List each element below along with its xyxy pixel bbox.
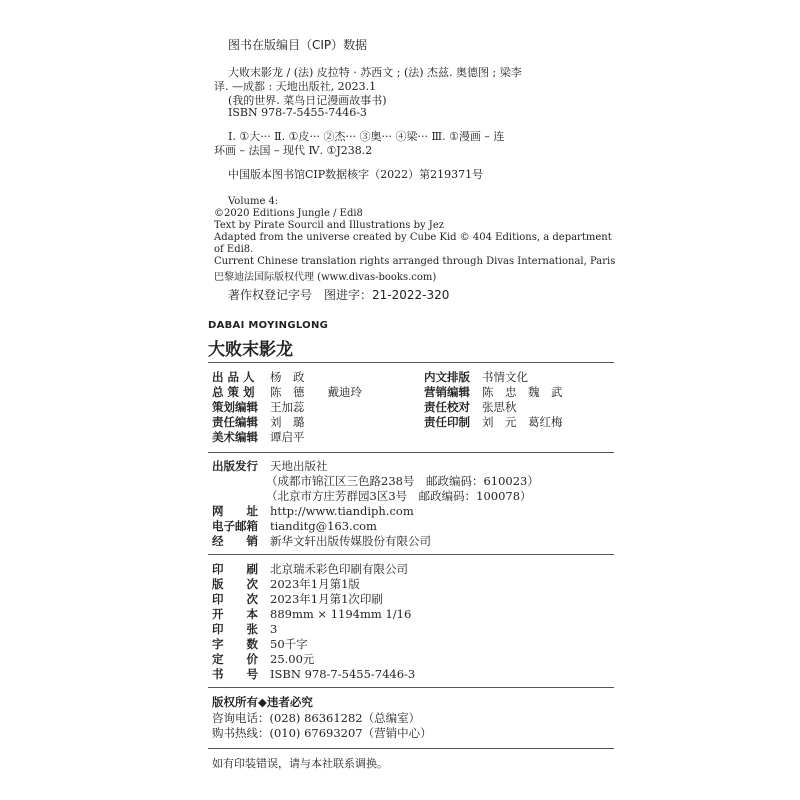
staff-row: 责任校对 张思秋 xyxy=(424,400,517,414)
consult-phone: 咨询电话：(028) 86361282（总编室） xyxy=(212,711,421,725)
spec-row: 开 本 889mm × 1194mm 1/16 xyxy=(212,607,412,621)
cip-number: 中国版本图书馆CIP数据核字（2022）第219371号 xyxy=(228,168,484,181)
cip-line-6: 环画 – 法国 – 现代 Ⅳ. ①J238.2 xyxy=(214,144,373,157)
publisher-address-1: （成都市锦江区三色路238号 邮政编码：610023） xyxy=(266,474,539,488)
contact-row: 经 销 新华文轩出版传媒股份有限公司 xyxy=(212,534,431,548)
book-title: 大败末影龙 xyxy=(208,340,293,360)
pinyin-title: DABAI MOYINGLONG xyxy=(208,320,329,331)
sales-phone: 购书热线：(010) 67693207（营销中心） xyxy=(212,726,432,740)
cip-line-1: 大败末影龙 / (法) 皮拉特 · 苏西文 ; (法) 杰兹. 奥德图 ; 梁李 xyxy=(228,66,522,79)
staff-row: 内文排版 书情文化 xyxy=(424,370,528,384)
divider xyxy=(208,748,614,749)
divider xyxy=(208,362,614,363)
rights-line-7: 巴黎迪法国际版权代理 (www.divas-books.com) xyxy=(214,272,437,283)
rights-line-2: ©2020 Editions Jungle / Edi8 xyxy=(214,208,363,219)
divider xyxy=(208,687,614,688)
cip-line-2: 译. —成都 : 天地出版社, 2023.1 xyxy=(214,80,377,93)
cip-line-5: Ⅰ. ①大··· Ⅱ. ①皮··· ②杰··· ③奥··· ④梁··· Ⅲ. ①漫画 – 连 xyxy=(228,130,505,143)
spec-row: 定 价 25.00元 xyxy=(212,652,315,666)
staff-row: 责任编辑 刘 璐 xyxy=(212,415,305,429)
spec-row: 印 次 2023年1月第1次印刷 xyxy=(212,592,383,606)
divider xyxy=(208,554,614,555)
rights-reserved: 版权所有◆违者必究 xyxy=(212,695,313,709)
misprint-notice: 如有印装错误，请与本社联系调换。 xyxy=(212,757,388,770)
staff-row: 责任印制 刘 元 葛红梅 xyxy=(424,415,563,429)
copyright-registration: 著作权登记字号 图进字：21-2022-320 xyxy=(228,288,450,302)
rights-line-1: Volume 4: xyxy=(228,196,279,207)
rights-line-3: Text by Pirate Sourcil and Illustrations by Jez xyxy=(214,220,445,231)
staff-row: 美术编辑 谭启平 xyxy=(212,430,305,444)
rights-line-4: Adapted from the universe created by Cube Kid © 404 Editions, a department xyxy=(214,232,612,243)
rights-line-6: Current Chinese translation rights arranged through Divas International, Paris xyxy=(214,256,616,267)
spec-row: 印 刷 北京瑞禾彩色印刷有限公司 xyxy=(212,562,408,576)
rights-line-5: of Edi8. xyxy=(214,244,254,255)
cip-line-4: ISBN 978-7-5455-7446-3 xyxy=(228,106,367,119)
staff-row: 总 策 划 陈 德 戴迪玲 xyxy=(212,385,362,399)
spec-row: 字 数 50千字 xyxy=(212,637,308,651)
staff-row: 营销编辑 陈 忠 魏 武 xyxy=(424,385,563,399)
staff-row: 出 品 人 杨 政 xyxy=(212,370,305,384)
contact-row: 电子邮箱 tianditg@163.com xyxy=(212,519,377,533)
publisher-row: 出版发行 天地出版社 xyxy=(212,459,328,473)
spec-row: 印 张 3 xyxy=(212,622,278,636)
cip-heading: 图书在版编目（CIP）数据 xyxy=(228,38,368,52)
staff-row: 策划编辑 王加蕊 xyxy=(212,400,305,414)
contact-row: 网 址 http://www.tiandiph.com xyxy=(212,504,414,518)
spec-row: 书 号 ISBN 978-7-5455-7446-3 xyxy=(212,667,416,681)
cip-line-3: (我的世界. 菜鸟日记漫画故事书) xyxy=(228,94,387,107)
spec-row: 版 次 2023年1月第1版 xyxy=(212,577,360,591)
publisher-address-2: （北京市方庄芳群园3区3号 邮政编码：100078） xyxy=(266,489,532,503)
divider xyxy=(208,452,614,453)
